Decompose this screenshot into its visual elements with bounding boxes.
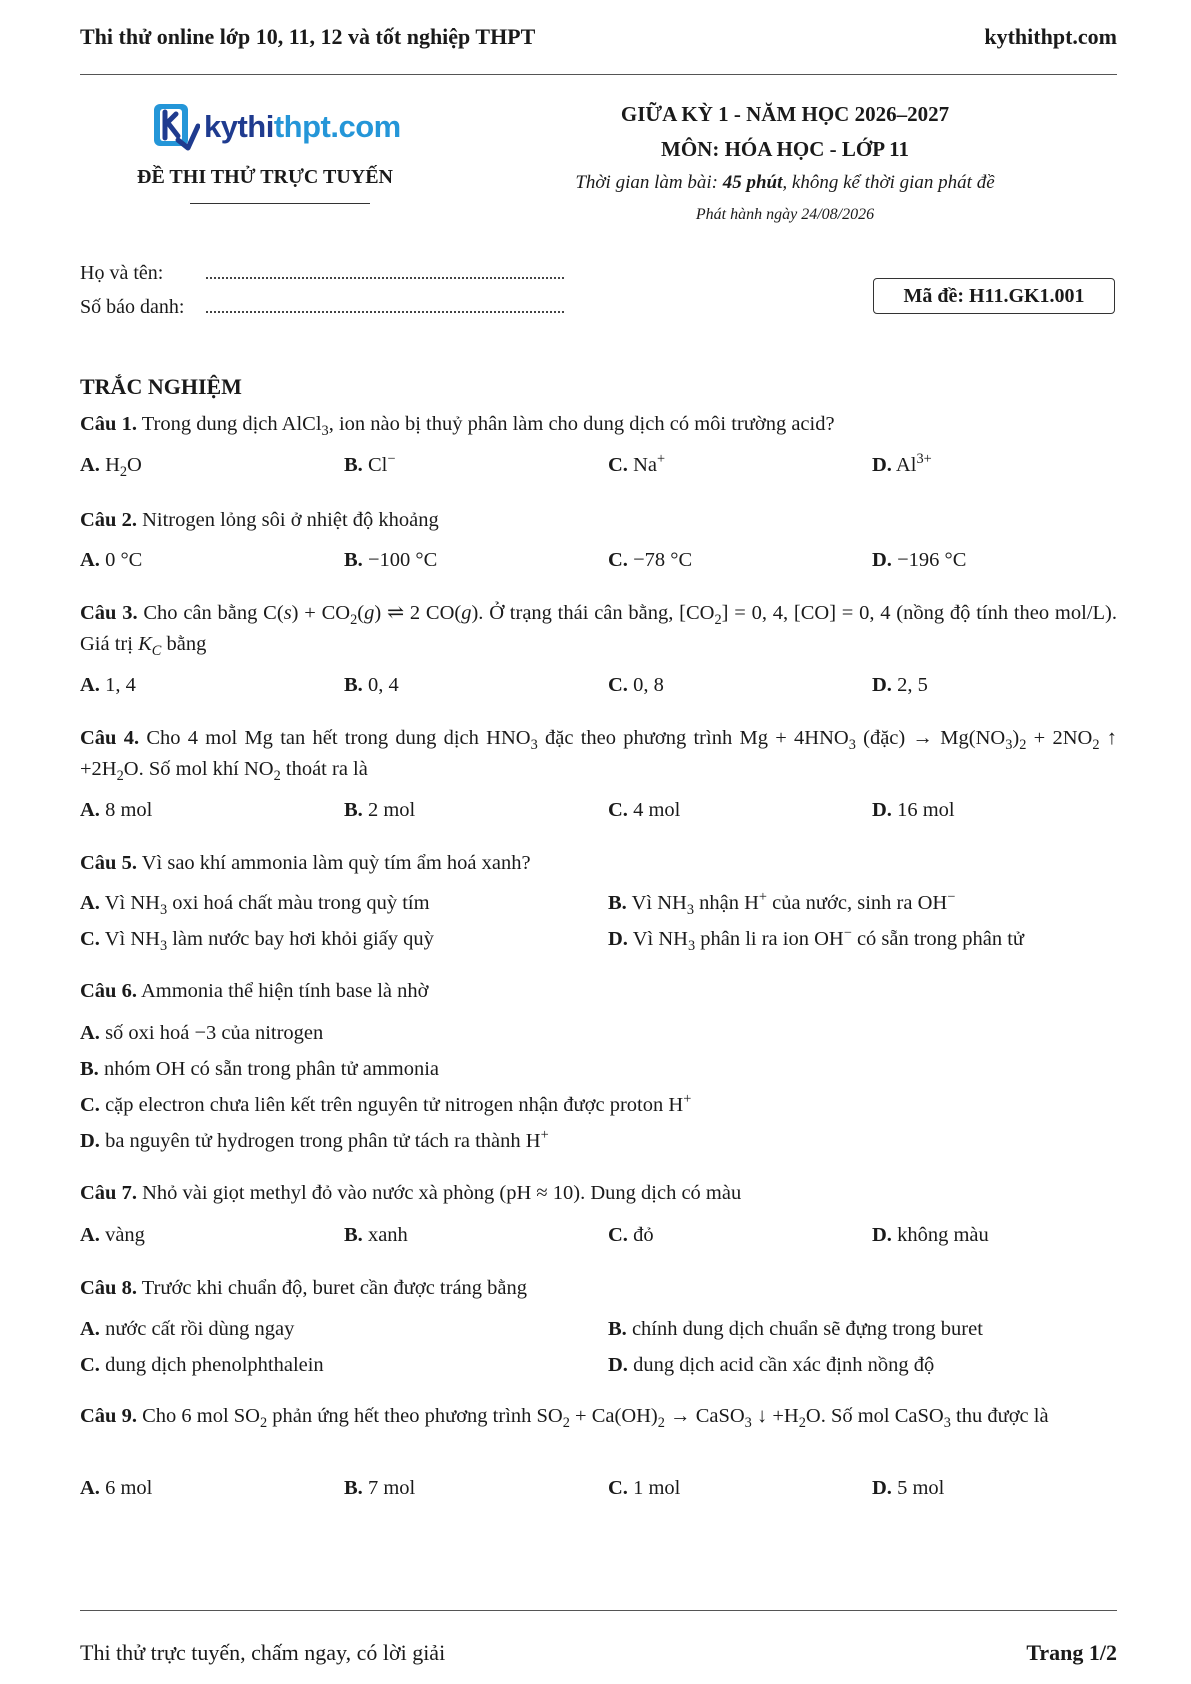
running-header	[80, 20, 1117, 54]
logo-subtitle: ĐỀ THI THỬ TRỰC TUYẾN	[137, 166, 393, 188]
q3-option-c[interactable]: C. 0, 8	[608, 674, 664, 696]
q5-option-c[interactable]: C. Vì $NH_3$ làm nước bay hơi khỏi giấy quỳ	[80, 928, 434, 955]
footer-rule	[80, 1610, 1117, 1611]
question-9-options	[80, 1477, 1117, 1509]
q6-option-d[interactable]: D. ba nguyên tử hydrogen trong phân tử tách ra thành H+	[80, 1127, 549, 1152]
header-rule	[80, 74, 1117, 75]
question-6: Câu 6. Ammonia thể hiện tính base là nhờ	[80, 980, 429, 1002]
q3-option-a[interactable]: A. 1, 4	[80, 674, 136, 696]
q4-option-d[interactable]: D. 16 mol	[872, 799, 955, 821]
q8-option-a[interactable]: A. nước cất rồi dùng ngay	[80, 1318, 295, 1340]
q5-option-a[interactable]: A. Vì $NH_3$ oxi hoá chất màu trong quỳ tím	[80, 892, 430, 919]
q1-option-b[interactable]: B. Cl−	[344, 451, 396, 476]
student-name-field[interactable]	[80, 262, 564, 285]
page-footer	[80, 1640, 1117, 1666]
question-8-options-row2	[80, 1354, 1117, 1386]
q9-option-c[interactable]: C. 1 mol	[608, 1477, 681, 1499]
q9-option-b[interactable]: B. 7 mol	[344, 1477, 416, 1499]
q4-option-b[interactable]: B. 2 mol	[344, 799, 416, 821]
exam-release-date: Phát hành ngày 24/08/2026	[695, 206, 875, 223]
footer-tagline: Thi thử trực tuyến, chấm ngay, có lời giải	[80, 1640, 446, 1665]
question-8: Câu 8. Trước khi chuẩn độ, buret cần được tráng bằng	[80, 1277, 528, 1299]
question-9: Câu 9. Cho 6 mol $SO_2$ phản ứng hết theo phương trình $SO_2 + Ca(OH)_2$ → CaSO$_3$ ↓ $+H_2O$. Số mol CaSO$_3$ thu được là	[80, 1405, 1049, 1432]
exam-title-block	[520, 96, 1050, 230]
question-5-options-row1	[80, 889, 1117, 924]
q7-option-c[interactable]: C. đỏ	[608, 1224, 654, 1246]
page-number: Trang 1/2	[1026, 1640, 1117, 1665]
q8-option-c[interactable]: C. dung dịch phenolphthalein	[80, 1354, 324, 1376]
q9-option-d[interactable]: D. 5 mol	[872, 1477, 945, 1499]
q8-option-d[interactable]: D. dung dịch acid cần xác định nồng độ	[608, 1354, 935, 1376]
q9-option-a[interactable]: A. 6 mol	[80, 1477, 153, 1499]
q5-option-d[interactable]: D. Vì $NH_3$ phân li ra ion OH− có sẵn trong phân tử	[608, 925, 1025, 955]
q3-option-b[interactable]: B. 0, 4	[344, 674, 399, 696]
q7-option-d[interactable]: D. không màu	[872, 1224, 989, 1246]
q1-option-a[interactable]: A. $H_2O$	[80, 454, 142, 481]
student-name-label: Họ và tên:	[80, 262, 164, 284]
question-2-options	[80, 549, 1117, 581]
question-7: Câu 7. Nhỏ vài giọt methyl đỏ vào nước xà phòng (pH ≈ 10). Dung dịch có màu	[80, 1182, 742, 1204]
question-5: Câu 5. Vì sao khí ammonia làm quỳ tím ẩm hoá xanh?	[80, 852, 531, 874]
q7-option-a[interactable]: A. vàng	[80, 1224, 145, 1246]
section-title: TRẮC NGHIỆM	[80, 374, 242, 399]
q1-option-d[interactable]: D. $Al^{3+}$	[872, 451, 932, 476]
question-7-options	[80, 1224, 1117, 1256]
student-name-blank[interactable]	[206, 263, 564, 279]
header-left-text: Thi thử online lớp 10, 11, 12 và tốt nghiệp THPT	[80, 24, 536, 49]
question-4-options	[80, 799, 1117, 831]
exam-duration: Thời gian làm bài: 45 phút, không kể thời gian phát đề	[575, 172, 995, 193]
exam-subject: MÔN: HÓA HỌC - LỚP 11	[661, 137, 909, 161]
question-3: Câu 3. Cho cân bằng $C(s) + CO_2(g)$ ⇌ 2 CO(g). Ở trạng thái cân bằng, $[CO_2] = 0$, 4, [CO] = 0, 4 (nồng độ tính theo mol/L). Giá trị $K_C$ bằng	[80, 602, 1117, 660]
q6-option-a[interactable]: A. số oxi hoá −3 của nitrogen	[80, 1022, 324, 1044]
question-4: Câu 4. Cho 4 mol Mg tan hết trong dung dịch $HNO_3$ đặc theo phương trình $Mg + 4HNO_3$ (đặc) → $Mg(NO_3)_2 + 2NO_2$ ↑ $+2H_2O$. Số mol khí $NO_2$ thoát ra là	[80, 727, 1117, 785]
question-1: Câu 1. Trong dung dịch AlCl$_3$, ion nào bị thuỷ phân làm cho dung dịch có môi trường acid?	[80, 413, 835, 440]
exam-term: GIỮA KỲ 1 - NĂM HỌC 2026–2027	[620, 102, 950, 126]
question-8-options-row1	[80, 1318, 1117, 1350]
q8-option-b[interactable]: B. chính dung dịch chuẩn sẽ đựng trong buret	[608, 1318, 983, 1340]
student-id-label: Số báo danh:	[80, 296, 185, 318]
question-2: Câu 2. Nitrogen lỏng sôi ở nhiệt độ khoảng	[80, 509, 439, 531]
q2-option-c[interactable]: C. −78 °C	[608, 549, 693, 571]
header-site-link[interactable]: kythithpt.com	[984, 24, 1117, 49]
logo-subtitle-underline	[190, 203, 370, 204]
student-id-field[interactable]	[80, 296, 564, 319]
q2-option-a[interactable]: A. 0 °C	[80, 549, 143, 571]
question-5-options-row2	[80, 925, 1117, 960]
q3-option-d[interactable]: D. 2, 5	[872, 674, 928, 696]
q5-option-b[interactable]: B. Vì $NH_3$ nhận H+ của nước, sinh ra OH−	[608, 889, 956, 919]
question-3-options	[80, 674, 1117, 706]
q6-option-c[interactable]: C. cặp electron chưa liên kết trên nguyên tử nitrogen nhận được proton H+	[80, 1091, 692, 1116]
q7-option-b[interactable]: B. xanh	[344, 1224, 408, 1246]
q6-option-b[interactable]: B. nhóm OH có sẵn trong phân tử ammonia	[80, 1058, 440, 1080]
q2-option-d[interactable]: D. −196 °C	[872, 549, 967, 571]
q2-option-b[interactable]: B. −100 °C	[344, 549, 438, 571]
q4-option-c[interactable]: C. 4 mol	[608, 799, 681, 821]
exam-code-value: H11.GK1.001	[968, 284, 1085, 307]
exam-code-box: Mã đề: H11.GK1.001	[873, 278, 1115, 314]
question-1-options	[80, 451, 1117, 486]
kythithpt-logo-icon	[152, 102, 200, 152]
q1-option-c[interactable]: C. Na+	[608, 451, 666, 476]
exam-page	[80, 0, 1117, 1684]
logo-wordmark: kythithpt.com	[204, 109, 401, 144]
site-logo[interactable]	[152, 102, 412, 152]
q4-option-a[interactable]: A. 8 mol	[80, 799, 153, 821]
student-id-blank[interactable]	[206, 297, 564, 313]
